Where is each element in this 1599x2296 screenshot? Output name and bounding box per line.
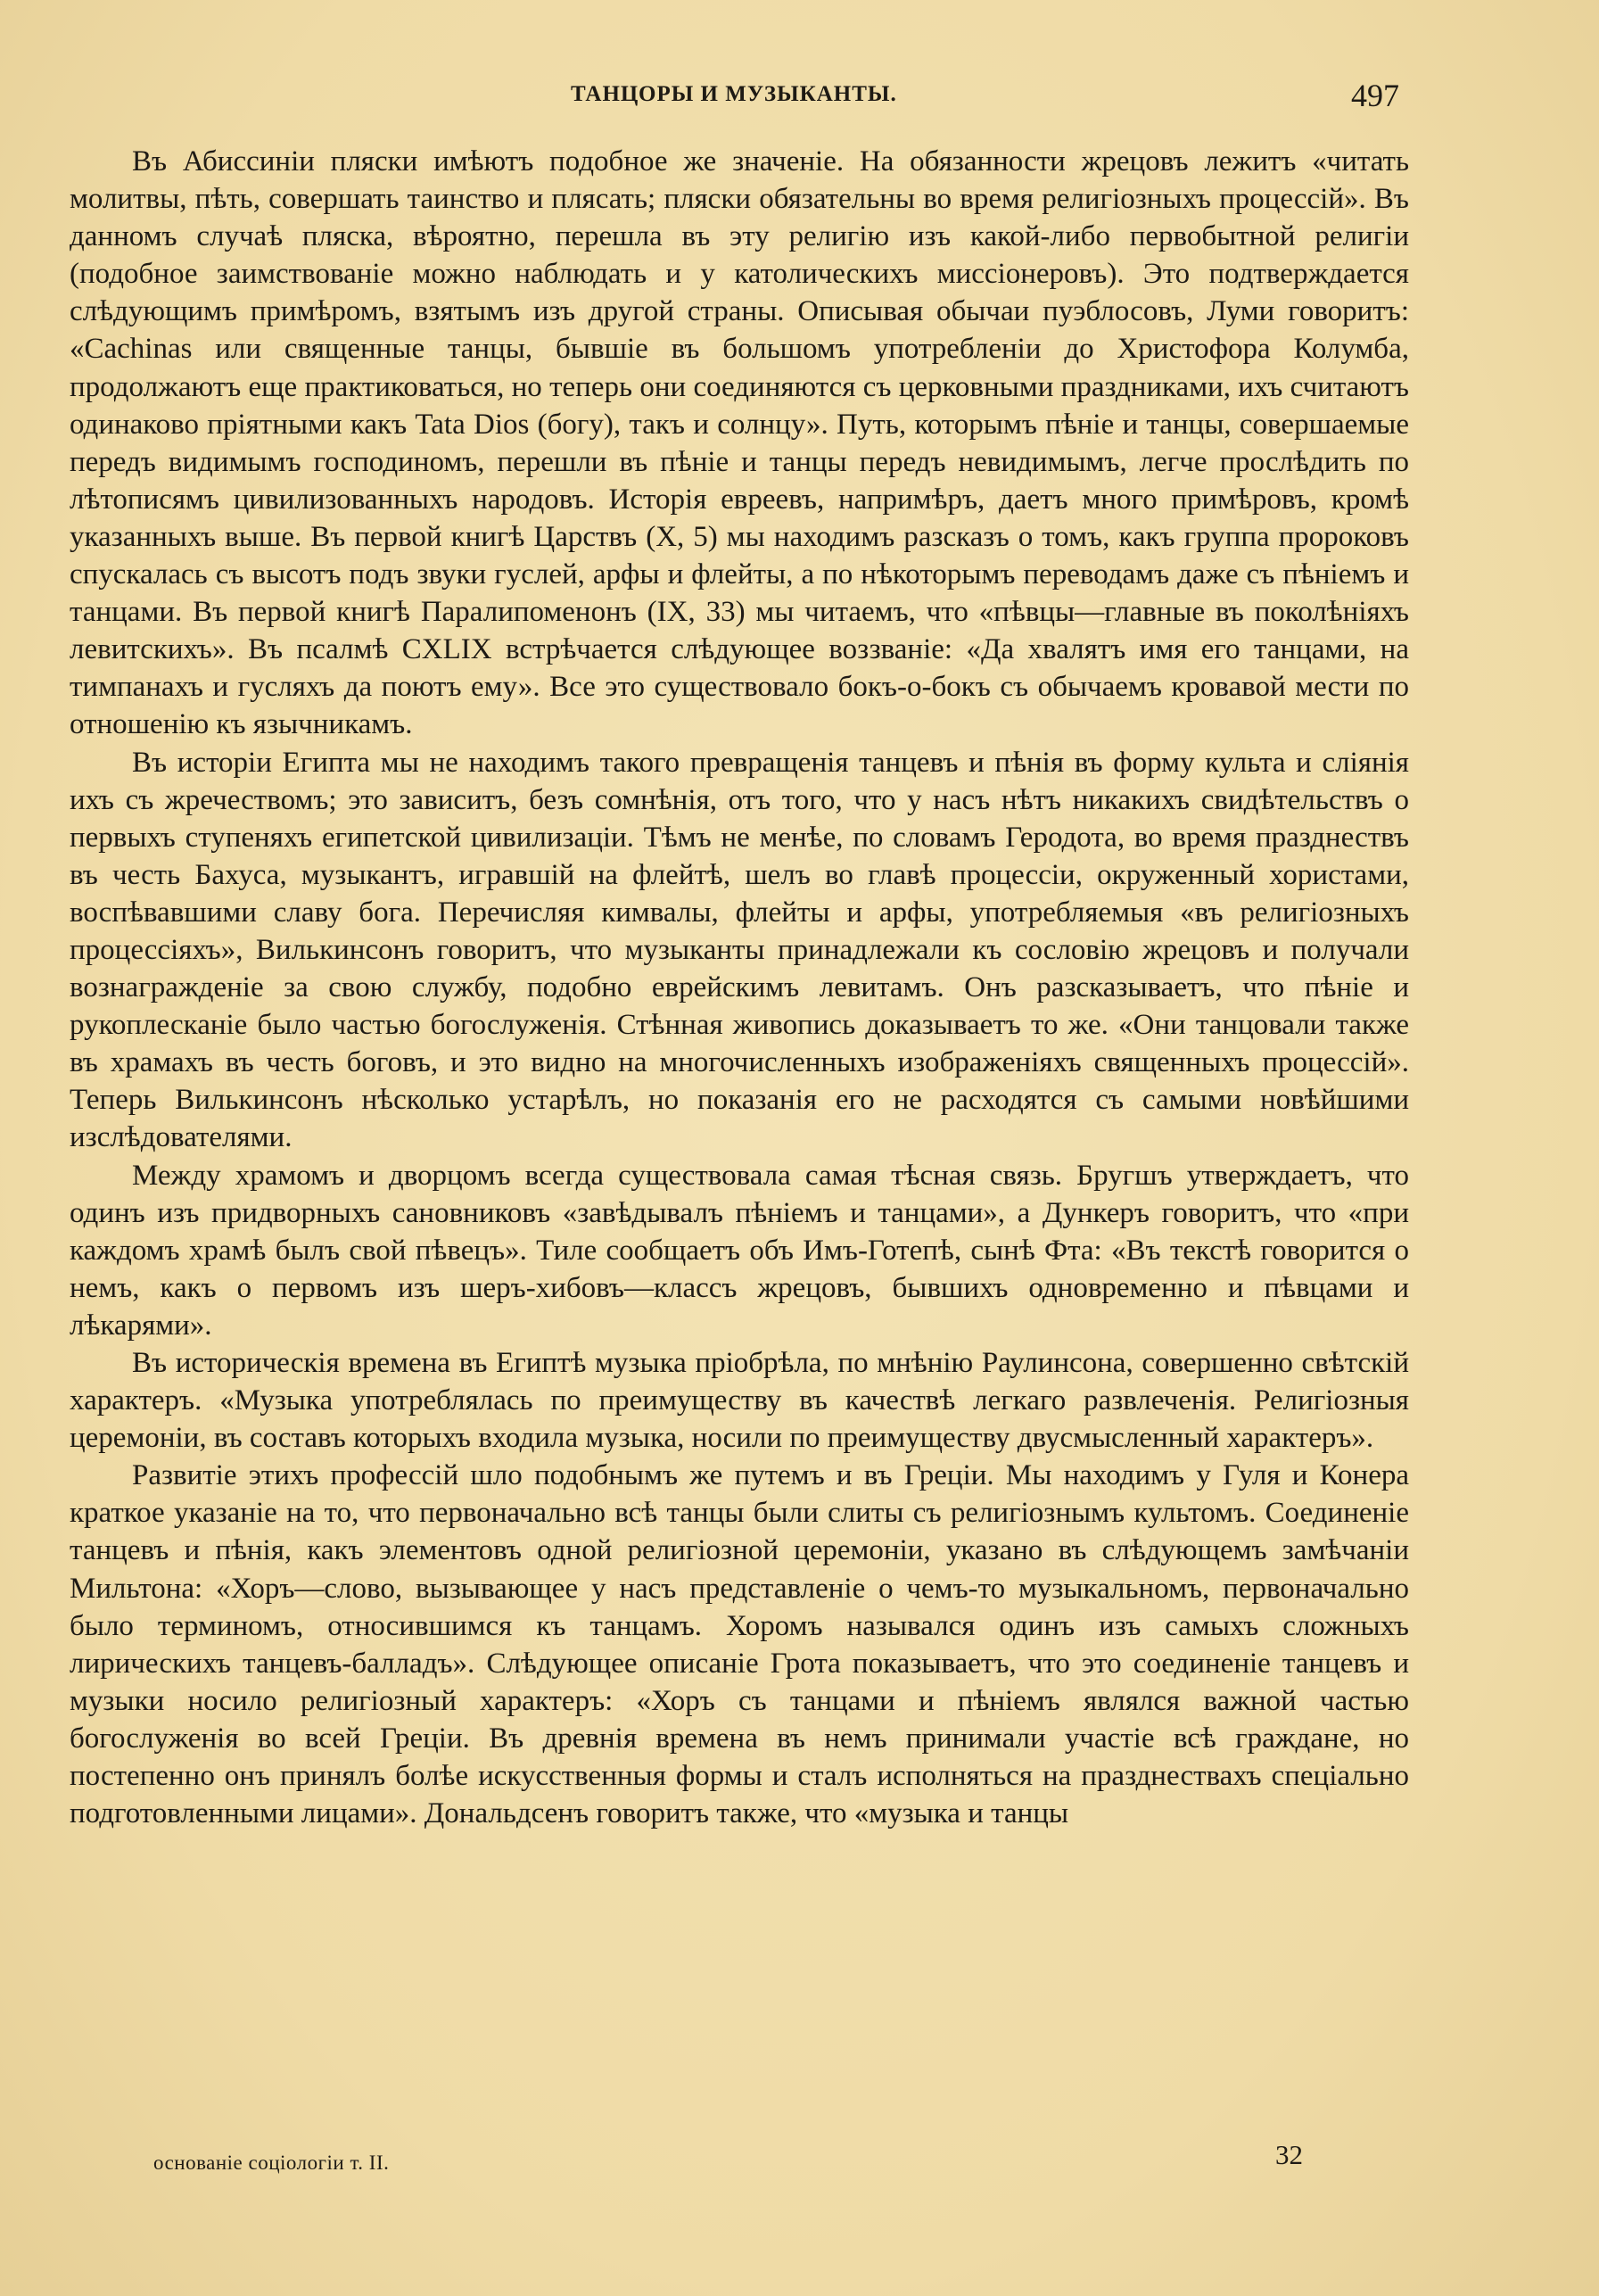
paragraph: Развитіе этихъ профессій шло подобнымъ же путемъ и въ Греціи. Мы находимъ у Гуля и Конера краткое указаніе на то, что первоначально всѣ танцы были слиты съ религіознымъ культомъ. Соединеніе танцевъ и пѣнія, какъ элементовъ одной религіозной церемоніи, указано въ слѣдующемъ замѣчаніи Мильтона: «Хоръ—слово, вызывающее у насъ представленіе о чемъ-то музыкальномъ, первоначально было терминомъ, относившимся къ танцамъ. Хоромъ назывался одинъ изъ самыхъ сложныхъ лирическихъ танцевъ-балладъ». Слѣдующее описаніе Грота показываетъ, что это соединеніе танцевъ и музыки носило религіозный характеръ: «Хоръ съ танцами и пѣніемъ являлся важной частью богослуженія во всей Греціи. Въ древнія времена въ немъ принимали участіе всѣ граждане, но постепенно онъ принялъ болѣе искусственныя формы и сталъ исполняться на празднествахъ спеціально подготовленными лицами». Дональдсенъ говоритъ также, что «музыка и танцы [70,1459,1409,1830]
body-text [70,143,1409,1832]
running-head [0,78,1599,118]
paragraph: Между храмомъ и дворцомъ всегда существовала самая тѣсная связь. Бругшъ утверждаетъ, что одинъ изъ придворныхъ сановниковъ «завѣдывалъ пѣніемъ и танцами», а Дункеръ говоритъ, что «при каждомъ храмѣ былъ свой пѣвецъ». Тиле сообщаетъ объ Имъ-Готепѣ, сынѣ Фта: «Въ текстѣ говорится о немъ, какъ о первомъ изъ шеръ-хибовъ—классъ жрецовъ, бывшихъ одновременно и пѣвцами и лѣкарями». [70,1159,1409,1342]
printer-signature: основаніе соціологіи т. II. [153,2151,390,2174]
sheet-number: 32 [1275,2139,1303,2170]
paragraph: Въ историческія времена въ Египтѣ музыка пріобрѣла, по мнѣнію Раулинсона, совершенно свѣтскій характеръ. «Музыка употреблялась по преимуществу въ качествѣ легкаго развлеченія. Религіозныя церемоніи, въ составъ которыхъ входила музыка, носили по преимуществу двусмысленный характеръ». [70,1347,1409,1455]
running-title: ТАНЦОРЫ И МУЗЫКАНТЫ. [571,82,897,106]
paragraph: Въ исторіи Египта мы не находимъ такого превращенія танцевъ и пѣнія въ форму культа и слiянія ихъ съ жречествомъ; это зависитъ, безъ сомнѣнія, отъ того, что у насъ нѣтъ никакихъ свидѣтельствъ о первыхъ ступеняхъ египетской цивилизаціи. Тѣмъ не менѣе, по словамъ Геродота, во время празднествъ въ честь Бахуса, музыкантъ, игравшій на флейтѣ, шелъ во главѣ процессіи, окруженный хористами, воспѣвавшими славу бога. Перечисляя кимвалы, флейты и арфы, употребляемыя «въ религіозныхъ процессіяхъ», Вилькинсонъ говоритъ, что музыканты принадлежали къ сословію жрецовъ и получали вознагражденіе за свою службу, подобно еврейскимъ левитамъ. Онъ разсказываетъ, что пѣніе и рукоплесканіе было частью богослуженія. Стѣнная живопись доказываетъ то же. «Они танцовали также въ храмахъ въ честь боговъ, и это видно на многочисленныхъ изображеніяхъ священныхъ процессій». Теперь Вилькинсонъ нѣсколько устарѣлъ, но показанія его не расходятся съ самыми новѣйшими изслѣдователями. [70,746,1409,1154]
page-footer [0,2139,1599,2175]
paragraph: Въ Абиссиніи пляски имѣютъ подобное же значеніе. На обязанности жрецовъ лежитъ «читать молитвы, пѣть, совершать таинство и плясать; пляски обязательны во время религіозныхъ процессій». Въ данномъ случаѣ пляска, вѣроятно, перешла въ эту религію изъ какой-либо первобытной религіи (подобное заимствованіе можно наблюдать и у католическихъ миссіонеровъ). Это подтверждается слѣдующимъ примѣромъ, взятымъ изъ другой страны. Описывая обычаи пуэблосовъ, Луми говоритъ: «Cachinas или священные танцы, бывшіе въ большомъ употребленіи до Христофора Колумба, продолжаютъ еще практиковаться, но теперь они соединяются съ церковными праздниками, ихъ считаютъ одинаково пріятными какъ Tata Dios (богу), такъ и солнцу». Путь, которымъ пѣніе и танцы, совершаемые передъ видимымъ господиномъ, перешли въ пѣніе и танцы передъ невидимымъ, легче прослѣдить по лѣтописямъ цивилизованныхъ народовъ. Исторія евреевъ, напримѣръ, даетъ много примѣровъ, кромѣ указанныхъ выше. Въ первой книгѣ Царствъ (X, 5) мы находимъ разсказъ о томъ, какъ группа пророковъ спускалась съ высотъ подъ звуки гуслей, арфы и флейты, а по нѣкоторымъ переводамъ даже съ пѣніемъ и танцами. Въ первой книгѣ Паралипоменонъ (IX, 33) мы читаемъ, что «пѣвцы—главные въ поколѣніяхъ левитскихъ». Въ псалмѣ CXLIX встрѣчается слѣдующее воззваніе: «Да хвалятъ имя его танцами, на тимпанахъ и гусляхъ да поютъ ему». Все это существовало бокъ-о-бокъ съ обычаемъ кровавой мести по отношенію къ язычникамъ. [70,145,1409,741]
page-number: 497 [1351,78,1399,113]
